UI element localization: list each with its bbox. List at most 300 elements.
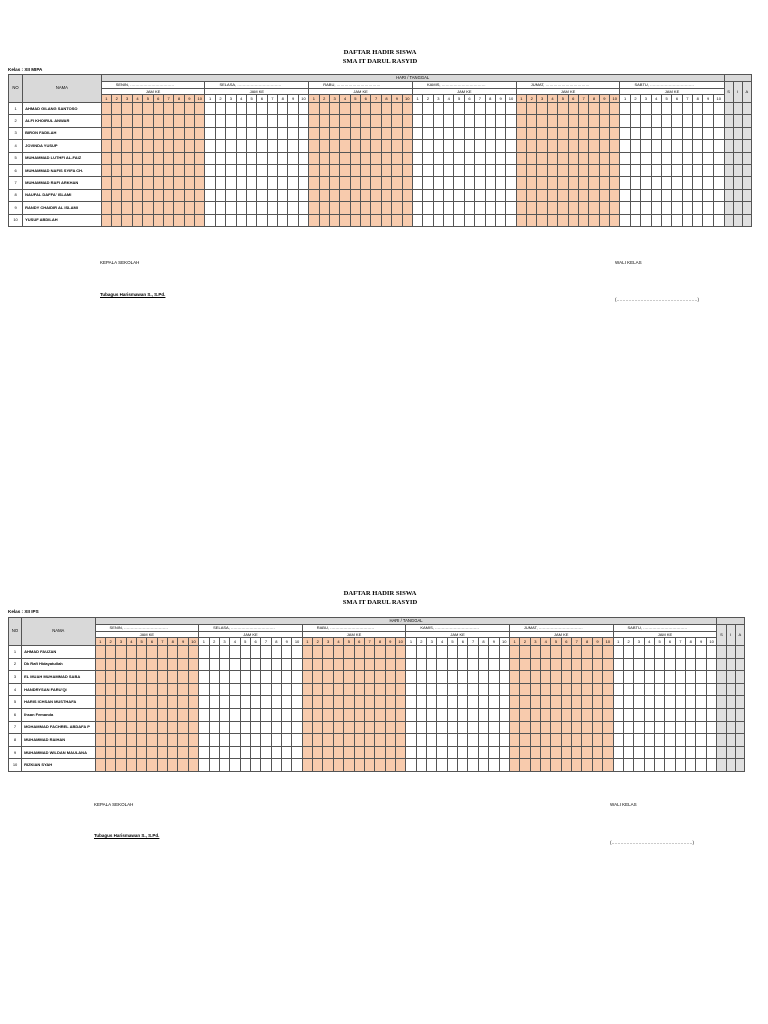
attendance-cell[interactable] xyxy=(406,708,416,721)
attendance-cell[interactable] xyxy=(661,214,671,226)
attendance-cell[interactable] xyxy=(95,696,105,709)
attendance-cell[interactable] xyxy=(582,646,592,659)
attendance-cell[interactable] xyxy=(464,140,474,152)
attendance-cell[interactable] xyxy=(568,115,578,127)
attendance-cell[interactable] xyxy=(693,152,703,164)
attendance-cell[interactable] xyxy=(309,189,319,201)
attendance-cell[interactable] xyxy=(381,177,391,189)
attendance-cell[interactable] xyxy=(250,708,260,721)
attendance-cell[interactable] xyxy=(620,115,630,127)
attendance-cell[interactable] xyxy=(634,721,644,734)
permission-count-cell[interactable] xyxy=(733,103,742,115)
attendance-cell[interactable] xyxy=(547,164,557,176)
attendance-cell[interactable] xyxy=(644,759,654,772)
sick-count-cell[interactable] xyxy=(724,189,733,201)
permission-count-cell[interactable] xyxy=(726,658,735,671)
attendance-cell[interactable] xyxy=(603,721,613,734)
attendance-cell[interactable] xyxy=(261,734,271,747)
attendance-cell[interactable] xyxy=(416,721,426,734)
attendance-cell[interactable] xyxy=(665,646,675,659)
attendance-cell[interactable] xyxy=(112,103,122,115)
attendance-cell[interactable] xyxy=(381,152,391,164)
attendance-cell[interactable] xyxy=(126,746,136,759)
attendance-cell[interactable] xyxy=(454,189,464,201)
attendance-cell[interactable] xyxy=(230,759,240,772)
attendance-cell[interactable] xyxy=(174,140,184,152)
attendance-cell[interactable] xyxy=(613,696,623,709)
attendance-cell[interactable] xyxy=(219,708,229,721)
attendance-cell[interactable] xyxy=(385,658,395,671)
attendance-cell[interactable] xyxy=(313,671,323,684)
attendance-cell[interactable] xyxy=(610,189,620,201)
attendance-cell[interactable] xyxy=(592,683,602,696)
attendance-cell[interactable] xyxy=(298,115,308,127)
attendance-cell[interactable] xyxy=(475,177,485,189)
attendance-cell[interactable] xyxy=(537,152,547,164)
attendance-cell[interactable] xyxy=(271,721,281,734)
attendance-cell[interactable] xyxy=(665,658,675,671)
attendance-cell[interactable] xyxy=(219,746,229,759)
attendance-cell[interactable] xyxy=(447,683,457,696)
attendance-cell[interactable] xyxy=(147,658,157,671)
attendance-cell[interactable] xyxy=(178,721,188,734)
absent-count-cell[interactable] xyxy=(742,177,751,189)
attendance-cell[interactable] xyxy=(288,152,298,164)
attendance-cell[interactable] xyxy=(402,164,412,176)
attendance-cell[interactable] xyxy=(392,115,402,127)
attendance-cell[interactable] xyxy=(381,164,391,176)
attendance-cell[interactable] xyxy=(578,214,588,226)
attendance-cell[interactable] xyxy=(395,721,405,734)
attendance-cell[interactable] xyxy=(654,658,664,671)
attendance-cell[interactable] xyxy=(271,746,281,759)
attendance-cell[interactable] xyxy=(713,103,724,115)
permission-count-cell[interactable] xyxy=(733,115,742,127)
attendance-cell[interactable] xyxy=(116,708,126,721)
attendance-cell[interactable] xyxy=(703,140,713,152)
attendance-cell[interactable] xyxy=(143,177,153,189)
attendance-cell[interactable] xyxy=(423,177,433,189)
attendance-cell[interactable] xyxy=(226,202,236,214)
attendance-cell[interactable] xyxy=(641,115,651,127)
attendance-cell[interactable] xyxy=(572,696,582,709)
attendance-cell[interactable] xyxy=(230,734,240,747)
attendance-cell[interactable] xyxy=(361,103,371,115)
attendance-cell[interactable] xyxy=(344,658,354,671)
attendance-cell[interactable] xyxy=(696,746,706,759)
attendance-cell[interactable] xyxy=(101,140,111,152)
attendance-cell[interactable] xyxy=(527,164,537,176)
attendance-cell[interactable] xyxy=(105,734,115,747)
attendance-cell[interactable] xyxy=(319,214,329,226)
attendance-cell[interactable] xyxy=(147,721,157,734)
attendance-cell[interactable] xyxy=(541,671,551,684)
attendance-cell[interactable] xyxy=(240,646,250,659)
attendance-cell[interactable] xyxy=(499,721,509,734)
attendance-cell[interactable] xyxy=(568,152,578,164)
attendance-cell[interactable] xyxy=(292,708,302,721)
attendance-cell[interactable] xyxy=(541,746,551,759)
attendance-cell[interactable] xyxy=(423,164,433,176)
attendance-cell[interactable] xyxy=(489,708,499,721)
attendance-cell[interactable] xyxy=(516,202,526,214)
attendance-cell[interactable] xyxy=(292,696,302,709)
attendance-cell[interactable] xyxy=(132,140,142,152)
attendance-cell[interactable] xyxy=(288,189,298,201)
absent-count-cell[interactable] xyxy=(735,658,744,671)
sick-count-cell[interactable] xyxy=(717,734,726,747)
attendance-cell[interactable] xyxy=(634,746,644,759)
attendance-cell[interactable] xyxy=(437,708,447,721)
attendance-cell[interactable] xyxy=(122,127,132,139)
attendance-cell[interactable] xyxy=(329,140,339,152)
attendance-cell[interactable] xyxy=(147,759,157,772)
attendance-cell[interactable] xyxy=(416,734,426,747)
attendance-cell[interactable] xyxy=(344,646,354,659)
attendance-cell[interactable] xyxy=(599,189,609,201)
attendance-cell[interactable] xyxy=(126,721,136,734)
attendance-cell[interactable] xyxy=(506,214,516,226)
attendance-cell[interactable] xyxy=(651,152,661,164)
attendance-cell[interactable] xyxy=(209,759,219,772)
attendance-cell[interactable] xyxy=(95,708,105,721)
attendance-cell[interactable] xyxy=(475,164,485,176)
attendance-cell[interactable] xyxy=(478,721,488,734)
attendance-cell[interactable] xyxy=(703,214,713,226)
attendance-cell[interactable] xyxy=(592,721,602,734)
attendance-cell[interactable] xyxy=(661,152,671,164)
attendance-cell[interactable] xyxy=(143,152,153,164)
attendance-cell[interactable] xyxy=(537,140,547,152)
attendance-cell[interactable] xyxy=(589,140,599,152)
attendance-cell[interactable] xyxy=(603,683,613,696)
attendance-cell[interactable] xyxy=(444,214,454,226)
attendance-cell[interactable] xyxy=(706,721,717,734)
attendance-cell[interactable] xyxy=(572,759,582,772)
attendance-cell[interactable] xyxy=(530,746,540,759)
attendance-cell[interactable] xyxy=(309,214,319,226)
attendance-cell[interactable] xyxy=(385,746,395,759)
attendance-cell[interactable] xyxy=(651,202,661,214)
attendance-cell[interactable] xyxy=(592,759,602,772)
attendance-cell[interactable] xyxy=(468,759,478,772)
attendance-cell[interactable] xyxy=(319,115,329,127)
attendance-cell[interactable] xyxy=(116,658,126,671)
attendance-cell[interactable] xyxy=(361,164,371,176)
attendance-cell[interactable] xyxy=(205,202,215,214)
attendance-cell[interactable] xyxy=(184,164,194,176)
attendance-cell[interactable] xyxy=(153,164,163,176)
attendance-cell[interactable] xyxy=(520,683,530,696)
attendance-cell[interactable] xyxy=(547,140,557,152)
attendance-cell[interactable] xyxy=(682,214,692,226)
absent-count-cell[interactable] xyxy=(735,734,744,747)
sick-count-cell[interactable] xyxy=(724,103,733,115)
attendance-cell[interactable] xyxy=(132,127,142,139)
attendance-cell[interactable] xyxy=(475,140,485,152)
attendance-cell[interactable] xyxy=(302,734,312,747)
attendance-cell[interactable] xyxy=(136,708,146,721)
attendance-cell[interactable] xyxy=(105,683,115,696)
attendance-cell[interactable] xyxy=(651,189,661,201)
attendance-cell[interactable] xyxy=(219,646,229,659)
attendance-cell[interactable] xyxy=(184,189,194,201)
attendance-cell[interactable] xyxy=(385,646,395,659)
attendance-cell[interactable] xyxy=(298,127,308,139)
attendance-cell[interactable] xyxy=(682,127,692,139)
attendance-cell[interactable] xyxy=(464,189,474,201)
attendance-cell[interactable] xyxy=(454,177,464,189)
attendance-cell[interactable] xyxy=(427,646,437,659)
attendance-cell[interactable] xyxy=(530,734,540,747)
attendance-cell[interactable] xyxy=(157,671,167,684)
attendance-cell[interactable] xyxy=(302,721,312,734)
attendance-cell[interactable] xyxy=(298,189,308,201)
attendance-cell[interactable] xyxy=(188,759,198,772)
attendance-cell[interactable] xyxy=(592,696,602,709)
attendance-cell[interactable] xyxy=(693,164,703,176)
attendance-cell[interactable] xyxy=(199,683,209,696)
attendance-cell[interactable] xyxy=(112,140,122,152)
attendance-cell[interactable] xyxy=(209,746,219,759)
attendance-cell[interactable] xyxy=(354,759,364,772)
attendance-cell[interactable] xyxy=(489,734,499,747)
attendance-cell[interactable] xyxy=(354,646,364,659)
attendance-cell[interactable] xyxy=(665,696,675,709)
attendance-cell[interactable] xyxy=(354,683,364,696)
attendance-cell[interactable] xyxy=(675,708,685,721)
attendance-cell[interactable] xyxy=(329,115,339,127)
attendance-cell[interactable] xyxy=(541,658,551,671)
attendance-cell[interactable] xyxy=(592,734,602,747)
attendance-cell[interactable] xyxy=(572,671,582,684)
attendance-cell[interactable] xyxy=(143,140,153,152)
attendance-cell[interactable] xyxy=(509,746,519,759)
attendance-cell[interactable] xyxy=(416,759,426,772)
attendance-cell[interactable] xyxy=(675,696,685,709)
attendance-cell[interactable] xyxy=(599,177,609,189)
attendance-cell[interactable] xyxy=(319,177,329,189)
attendance-cell[interactable] xyxy=(292,646,302,659)
attendance-cell[interactable] xyxy=(509,759,519,772)
attendance-cell[interactable] xyxy=(267,202,277,214)
attendance-cell[interactable] xyxy=(495,140,505,152)
attendance-cell[interactable] xyxy=(329,103,339,115)
attendance-cell[interactable] xyxy=(506,127,516,139)
attendance-cell[interactable] xyxy=(620,189,630,201)
attendance-cell[interactable] xyxy=(350,103,360,115)
attendance-cell[interactable] xyxy=(572,708,582,721)
attendance-cell[interactable] xyxy=(703,127,713,139)
attendance-cell[interactable] xyxy=(406,734,416,747)
attendance-cell[interactable] xyxy=(178,646,188,659)
attendance-cell[interactable] xyxy=(323,734,333,747)
attendance-cell[interactable] xyxy=(205,140,215,152)
attendance-cell[interactable] xyxy=(219,721,229,734)
attendance-cell[interactable] xyxy=(634,683,644,696)
attendance-cell[interactable] xyxy=(143,127,153,139)
attendance-cell[interactable] xyxy=(267,127,277,139)
attendance-cell[interactable] xyxy=(240,671,250,684)
attendance-cell[interactable] xyxy=(610,140,620,152)
attendance-cell[interactable] xyxy=(613,658,623,671)
attendance-cell[interactable] xyxy=(582,671,592,684)
attendance-cell[interactable] xyxy=(278,214,288,226)
permission-count-cell[interactable] xyxy=(733,177,742,189)
attendance-cell[interactable] xyxy=(267,164,277,176)
attendance-cell[interactable] xyxy=(520,671,530,684)
absent-count-cell[interactable] xyxy=(735,746,744,759)
attendance-cell[interactable] xyxy=(634,646,644,659)
attendance-cell[interactable] xyxy=(302,658,312,671)
attendance-cell[interactable] xyxy=(298,140,308,152)
attendance-cell[interactable] xyxy=(168,683,178,696)
attendance-cell[interactable] xyxy=(344,696,354,709)
attendance-cell[interactable] xyxy=(578,152,588,164)
attendance-cell[interactable] xyxy=(195,202,205,214)
attendance-cell[interactable] xyxy=(610,152,620,164)
attendance-cell[interactable] xyxy=(592,658,602,671)
attendance-cell[interactable] xyxy=(333,708,343,721)
attendance-cell[interactable] xyxy=(706,708,717,721)
attendance-cell[interactable] xyxy=(199,696,209,709)
attendance-cell[interactable] xyxy=(361,127,371,139)
attendance-cell[interactable] xyxy=(246,214,256,226)
attendance-cell[interactable] xyxy=(693,189,703,201)
attendance-cell[interactable] xyxy=(267,189,277,201)
permission-count-cell[interactable] xyxy=(726,671,735,684)
attendance-cell[interactable] xyxy=(464,214,474,226)
attendance-cell[interactable] xyxy=(478,759,488,772)
attendance-cell[interactable] xyxy=(271,658,281,671)
attendance-cell[interactable] xyxy=(199,734,209,747)
attendance-cell[interactable] xyxy=(630,177,640,189)
attendance-cell[interactable] xyxy=(209,734,219,747)
attendance-cell[interactable] xyxy=(530,759,540,772)
attendance-cell[interactable] xyxy=(395,696,405,709)
attendance-cell[interactable] xyxy=(675,646,685,659)
attendance-cell[interactable] xyxy=(464,115,474,127)
attendance-cell[interactable] xyxy=(122,189,132,201)
attendance-cell[interactable] xyxy=(506,140,516,152)
attendance-cell[interactable] xyxy=(392,189,402,201)
attendance-cell[interactable] xyxy=(713,140,724,152)
attendance-cell[interactable] xyxy=(199,671,209,684)
attendance-cell[interactable] xyxy=(323,746,333,759)
attendance-cell[interactable] xyxy=(323,671,333,684)
attendance-cell[interactable] xyxy=(516,177,526,189)
attendance-cell[interactable] xyxy=(288,140,298,152)
attendance-cell[interactable] xyxy=(136,696,146,709)
attendance-cell[interactable] xyxy=(246,177,256,189)
attendance-cell[interactable] xyxy=(489,683,499,696)
attendance-cell[interactable] xyxy=(499,708,509,721)
attendance-cell[interactable] xyxy=(599,103,609,115)
attendance-cell[interactable] xyxy=(329,202,339,214)
attendance-cell[interactable] xyxy=(105,759,115,772)
attendance-cell[interactable] xyxy=(551,746,561,759)
attendance-cell[interactable] xyxy=(381,115,391,127)
attendance-cell[interactable] xyxy=(613,734,623,747)
attendance-cell[interactable] xyxy=(361,115,371,127)
attendance-cell[interactable] xyxy=(219,696,229,709)
attendance-cell[interactable] xyxy=(433,152,443,164)
attendance-cell[interactable] xyxy=(395,646,405,659)
attendance-cell[interactable] xyxy=(136,646,146,659)
attendance-cell[interactable] xyxy=(675,683,685,696)
attendance-cell[interactable] xyxy=(582,708,592,721)
attendance-cell[interactable] xyxy=(423,140,433,152)
attendance-cell[interactable] xyxy=(706,646,717,659)
attendance-cell[interactable] xyxy=(230,708,240,721)
attendance-cell[interactable] xyxy=(344,671,354,684)
attendance-cell[interactable] xyxy=(672,214,682,226)
attendance-cell[interactable] xyxy=(551,671,561,684)
attendance-cell[interactable] xyxy=(309,152,319,164)
attendance-cell[interactable] xyxy=(340,177,350,189)
attendance-cell[interactable] xyxy=(153,214,163,226)
attendance-cell[interactable] xyxy=(143,164,153,176)
permission-count-cell[interactable] xyxy=(733,202,742,214)
attendance-cell[interactable] xyxy=(364,734,374,747)
attendance-cell[interactable] xyxy=(157,683,167,696)
attendance-cell[interactable] xyxy=(495,115,505,127)
attendance-cell[interactable] xyxy=(675,658,685,671)
attendance-cell[interactable] xyxy=(703,115,713,127)
attendance-cell[interactable] xyxy=(392,127,402,139)
attendance-cell[interactable] xyxy=(427,721,437,734)
attendance-cell[interactable] xyxy=(288,164,298,176)
attendance-cell[interactable] xyxy=(364,721,374,734)
attendance-cell[interactable] xyxy=(402,115,412,127)
attendance-cell[interactable] xyxy=(644,721,654,734)
attendance-cell[interactable] xyxy=(371,152,381,164)
attendance-cell[interactable] xyxy=(675,759,685,772)
attendance-cell[interactable] xyxy=(651,164,661,176)
attendance-cell[interactable] xyxy=(350,177,360,189)
attendance-cell[interactable] xyxy=(168,646,178,659)
attendance-cell[interactable] xyxy=(610,127,620,139)
attendance-cell[interactable] xyxy=(541,759,551,772)
attendance-cell[interactable] xyxy=(427,746,437,759)
attendance-cell[interactable] xyxy=(375,759,385,772)
attendance-cell[interactable] xyxy=(209,721,219,734)
attendance-cell[interactable] xyxy=(375,721,385,734)
attendance-cell[interactable] xyxy=(447,696,457,709)
attendance-cell[interactable] xyxy=(634,671,644,684)
attendance-cell[interactable] xyxy=(230,646,240,659)
attendance-cell[interactable] xyxy=(527,152,537,164)
attendance-cell[interactable] xyxy=(215,177,225,189)
attendance-cell[interactable] xyxy=(478,746,488,759)
attendance-cell[interactable] xyxy=(561,746,571,759)
attendance-cell[interactable] xyxy=(250,671,260,684)
attendance-cell[interactable] xyxy=(178,683,188,696)
attendance-cell[interactable] xyxy=(447,734,457,747)
attendance-cell[interactable] xyxy=(153,202,163,214)
attendance-cell[interactable] xyxy=(682,140,692,152)
attendance-cell[interactable] xyxy=(589,202,599,214)
sick-count-cell[interactable] xyxy=(717,696,726,709)
attendance-cell[interactable] xyxy=(530,721,540,734)
attendance-cell[interactable] xyxy=(153,140,163,152)
attendance-cell[interactable] xyxy=(95,683,105,696)
attendance-cell[interactable] xyxy=(126,671,136,684)
attendance-cell[interactable] xyxy=(610,177,620,189)
attendance-cell[interactable] xyxy=(298,164,308,176)
attendance-cell[interactable] xyxy=(292,721,302,734)
attendance-cell[interactable] xyxy=(350,214,360,226)
